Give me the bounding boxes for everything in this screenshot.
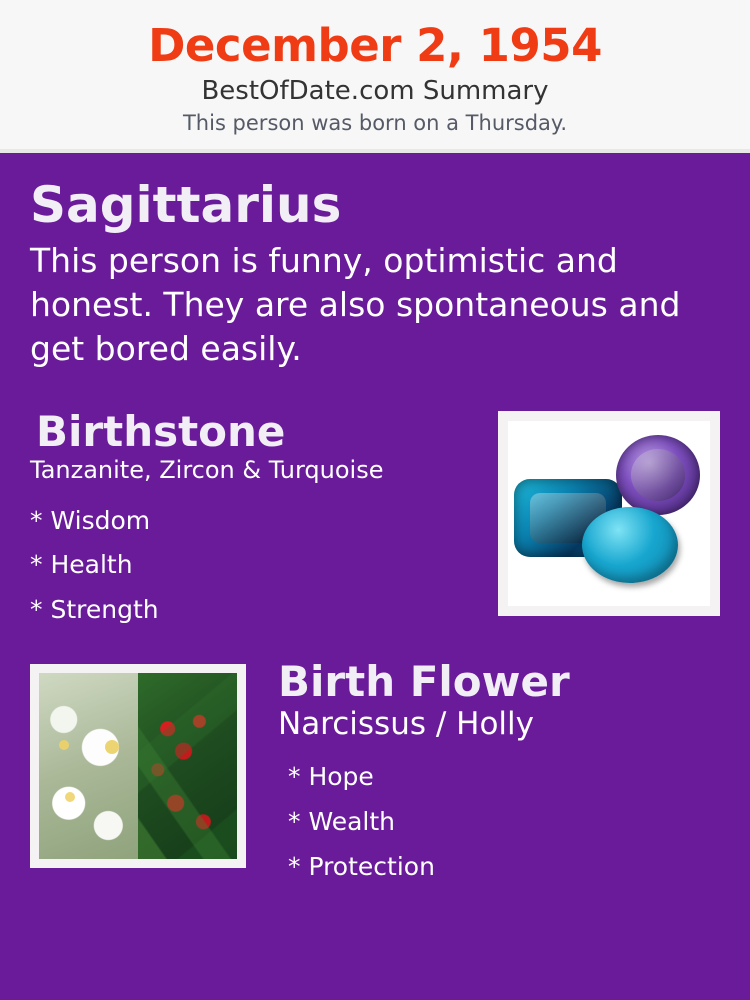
list-item: * Hope [288, 761, 374, 791]
content-section [0, 153, 750, 1000]
birthstone-title: Birthstone [36, 407, 286, 457]
list-item: * Health [30, 550, 133, 580]
list-item: * Protection [288, 851, 435, 881]
zodiac-description: This person is funny, optimistic and honest. They are also spontaneous and get bored easily. [30, 241, 681, 369]
zodiac-sign-title: Sagittarius [30, 175, 342, 234]
birthstone-text [30, 409, 480, 632]
turquoise-gem-icon [582, 507, 678, 583]
birth-flower-title: Birth Flower [278, 657, 570, 707]
zircon-gem-icon [616, 435, 700, 515]
birthstone-traits-list [30, 499, 480, 633]
birth-flower-block [30, 658, 720, 888]
birth-flower-photo [30, 664, 246, 868]
list-item: * Strength [30, 594, 159, 624]
list-item: * Wealth [288, 806, 395, 836]
header-section [0, 0, 750, 153]
birthstone-block [30, 409, 720, 634]
birth-flower-names: Narcissus / Holly [278, 706, 535, 743]
birth-flower-text [278, 658, 720, 888]
site-summary-label: BestOfDate.com Summary [201, 76, 549, 107]
birth-flower-photo-inner [39, 673, 237, 859]
list-item: * Wisdom [30, 505, 151, 535]
birthstone-names: Tanzanite, Zircon & Turquoise [30, 456, 384, 485]
holly-plant-image [138, 673, 237, 859]
narcissus-flower-image [39, 673, 138, 859]
birth-flower-traits-list [278, 754, 720, 889]
birth-weekday-note: This person was born on a Thursday. [182, 110, 568, 135]
birthstone-photo-inner [508, 421, 710, 606]
page-title-date: December 2, 1954 [148, 19, 602, 72]
birthstone-photo [498, 411, 720, 616]
